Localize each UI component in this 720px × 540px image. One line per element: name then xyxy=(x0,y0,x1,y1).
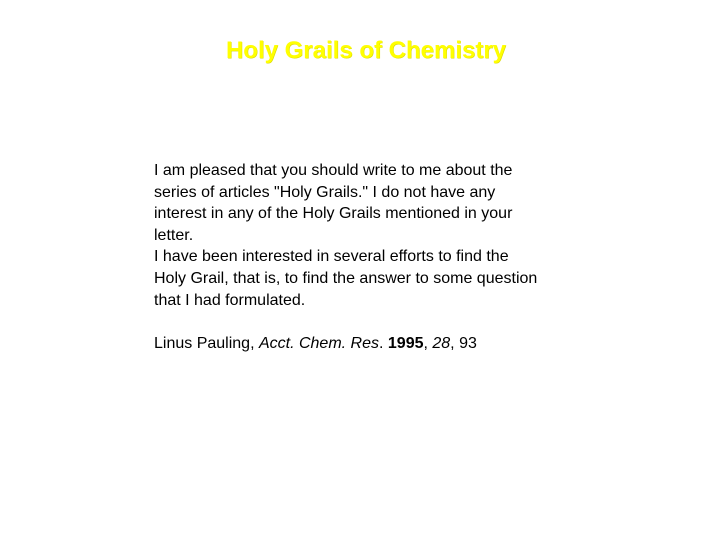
citation-separator: . xyxy=(379,335,388,352)
quote-line: letter. xyxy=(154,226,194,244)
citation-journal: Acct. Chem. Res xyxy=(258,335,379,352)
citation-volume: 28 xyxy=(432,335,451,352)
citation xyxy=(154,333,477,355)
quote-line: I have been interested in several efforts to find the xyxy=(154,248,509,266)
citation-separator: , xyxy=(423,335,433,352)
quote-line: interest in any of the Holy Grails mentioned in your xyxy=(154,205,513,223)
quote-text xyxy=(154,160,604,311)
citation-separator: , xyxy=(450,335,460,352)
slide-title: Holy Grails of Chemistry xyxy=(225,37,507,64)
citation-page: 93 xyxy=(459,335,477,352)
quote-line: series of articles "Holy Grails." I do not have any xyxy=(154,183,496,201)
quote-line: I am pleased that you should write to me about the xyxy=(154,162,513,179)
quote-line: that I had formulated. xyxy=(154,291,306,309)
quote-line: Holy Grail, that is, to find the answer to some question xyxy=(154,269,538,287)
citation-author: Linus Pauling, xyxy=(154,335,259,352)
citation-year: 1995 xyxy=(387,335,424,352)
